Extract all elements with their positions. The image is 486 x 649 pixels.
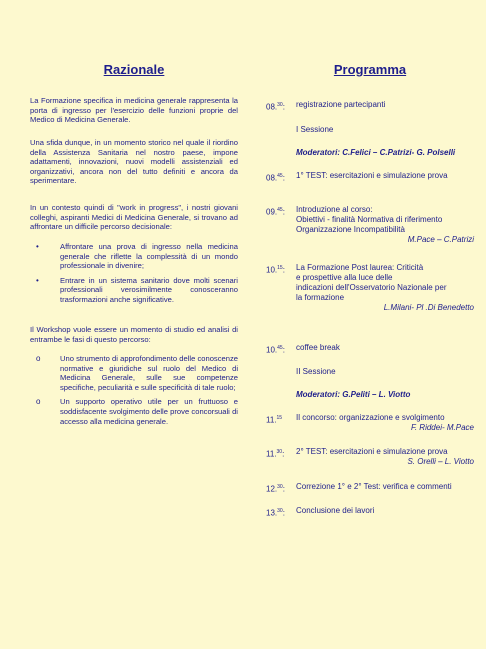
bullet-list-1 <box>30 242 238 310</box>
time-label: 12.30: <box>266 484 285 494</box>
razionale-title: Razionale <box>103 62 165 77</box>
time-label: 13.30: <box>266 508 285 518</box>
paragraph-2: Una sfida dunque, in un momento storico nel quale il riordino della Assistenza Sanitaria nel nostro paese, impone adattamenti, innovazioni, nuovi modelli assistenziali ed organizzativi, ancora non del tutto definiti e ancora da sperimentare. <box>30 138 238 186</box>
schedule-item: 11.15 Il concorso: organizzazione e svolgimento F. Riddei- M.Pace <box>266 413 474 432</box>
paragraph-4: Il Workshop vuole essere un momento di studio ed analisi di entrambe le fasi di questo percorso: <box>30 325 238 344</box>
paragraph-3: In un contesto quindi di "work in progress", i nostri giovani colleghi, aspiranti Medici di Medicina Generale, si trovano ad affrontare un difficile percorso decisionale: <box>30 203 238 232</box>
time-label: 11.15 <box>266 415 283 425</box>
session-label: I Sessione <box>296 125 334 134</box>
schedule-item: 11.30: 2° TEST: esercitazioni e simulazione prova S. Orelli – L. Viotto <box>266 447 474 466</box>
circle-bullet-icon: o <box>36 397 41 407</box>
schedule-item: 09.45: Introduzione al corso: Obiettivi - finalità Normativa di riferimento Organizzazione Incompatibilità M.Pace – C.Patrizi <box>266 205 474 244</box>
time-label: 08.45: <box>266 173 285 183</box>
schedule-item: 08.45: 1° TEST: esercitazioni e simulazione prova <box>266 171 448 183</box>
bullet-icon: • <box>36 275 39 285</box>
list-item: • Entrare in un sistema sanitario dove molti scenari professionali verosimilmente conosceranno trasformazioni anche significative. <box>36 275 238 304</box>
schedule-item: 12.30: Correzione 1° e 2° Test: verifica e commenti <box>266 482 452 494</box>
time-label: 10.45: <box>266 345 285 355</box>
time-label: 08.30: <box>266 102 285 112</box>
schedule-item: 13.30: Conclusione dei lavori <box>266 506 375 518</box>
time-label: 10.15: <box>266 265 285 275</box>
schedule-item: 08.30: registrazione partecipanti <box>266 100 386 112</box>
programma-title: Programma <box>333 62 407 77</box>
session-label: II Sessione <box>296 367 336 376</box>
moderators-2: Moderatori: G.Peliti – L. Viotto <box>296 390 411 399</box>
list-item: o Uno strumento di approfondimento delle conoscenze normative e giuridiche sul ruolo del Medico di Medicina Generale, sulle sue competenze specifiche, peculiarità e sulle specificità di tale ruolo; <box>36 354 238 392</box>
list-item: • Affrontare una prova di ingresso nella medicina generale che riflette la complessità di un mondo professionale in divenire; <box>36 242 238 271</box>
time-label: 09.45: <box>266 207 285 217</box>
time-label: 11.30: <box>266 449 285 459</box>
moderators-1: Moderatori: C.Felici – C.Patrizi- G. Polselli <box>296 148 456 157</box>
bullet-icon: • <box>36 242 39 251</box>
schedule-item: 10.15: La Formazione Post laurea: Criticità e prospettive alla luce delle indicazioni dell'Osservatorio Nazionale per la formazione L.Milani- Pl .Di Benedetto <box>266 263 474 312</box>
circle-bullet-icon: o <box>36 354 41 363</box>
bullet-list-2 <box>30 354 238 431</box>
paragraph-1: La Formazione specifica in medicina generale rappresenta la porta di ingresso per l'esercizio delle funzioni proprie del Medico di Medicina Generale. <box>30 96 238 125</box>
list-item: o Un supporto operativo utile per un fruttuoso e soddisfacente svolgimento delle prove concorsuali di accesso alla medicina generale. <box>36 397 238 426</box>
schedule-item: 10.45: coffee break <box>266 343 340 355</box>
